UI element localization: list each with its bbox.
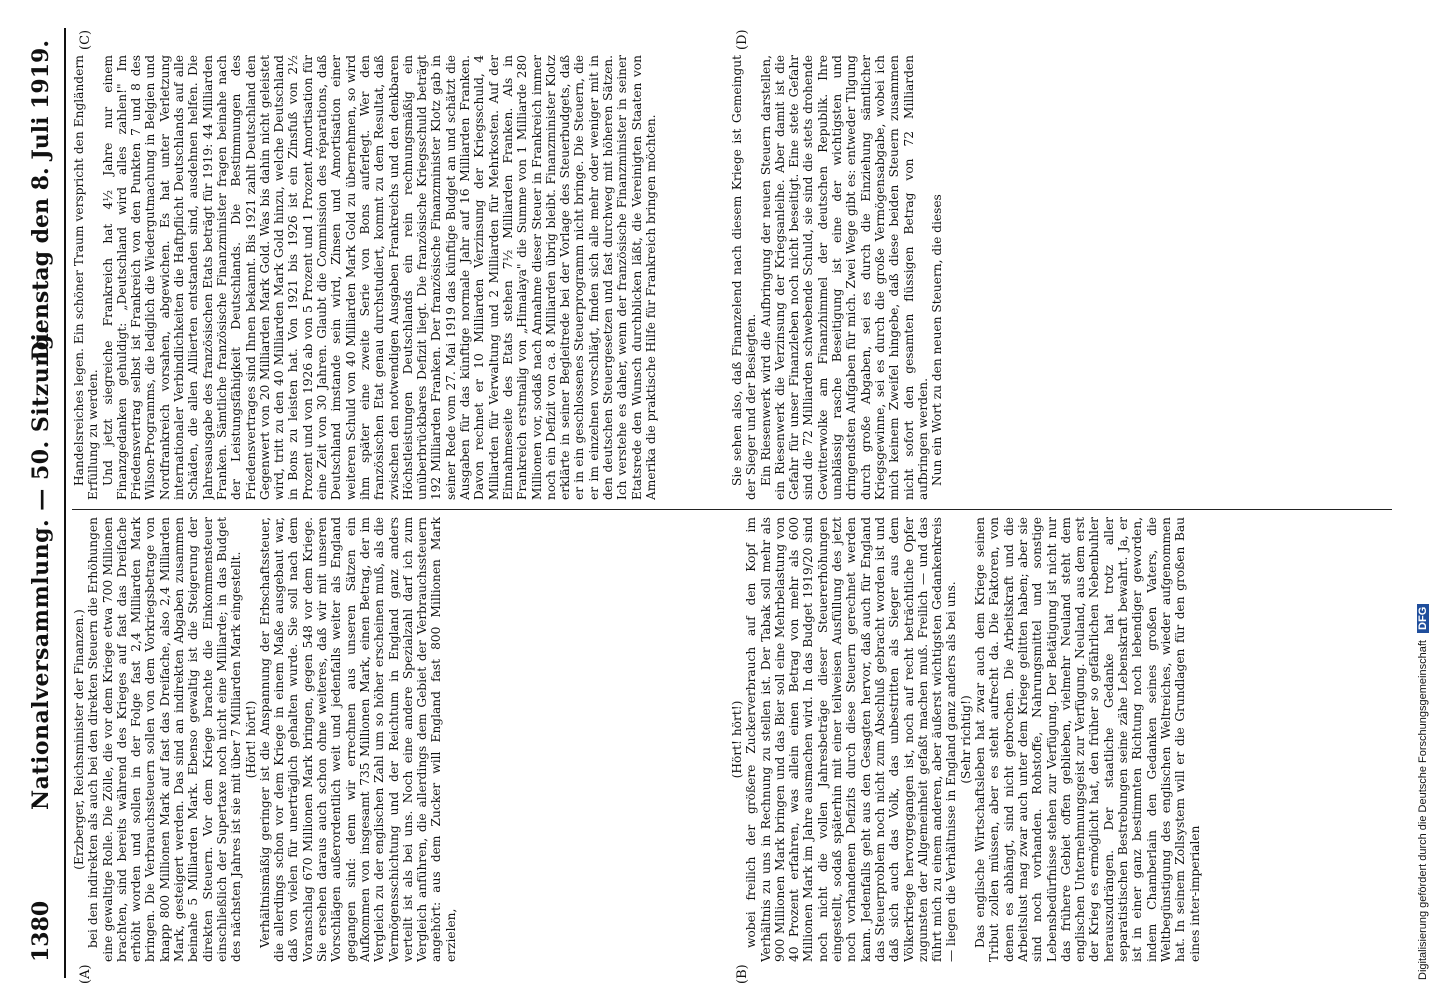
- paragraph: Ein Riesenwerk wird die Aufbringung der neuen Steuern darstellen, ein Riesenwerk die Verzinsung der Kriegsanleihe. Aber damit ist die Gefahr für unser Finanzleben noch nicht beseitigt. Eine stete Gefahr sind die 72 Milliarden schwebende Schuld, sie sind die stets drohende Gewitterwolke am Finanzhimmel der deutschen Republik. Ihre unablässig rasche Beseitigung ist eine der wichtigsten und dringendsten Aufgaben für mich. Zwei Wege gibt es: entweder Tilgung durch große Abgaben, sei es durch die Einziehung sämtlicher Kriegsgewinne, sei es durch die große Vermögensabgabe, wobei ich mich keinem Zweifel hingebe, daß diese beiden Steuern zusammen nicht sofort den gesamten flüssigen Betrag von 72 Milliarden aufbringen werden.: [758, 55, 930, 500]
- right-column-lower: [730, 55, 1390, 500]
- margin-marker-b: (B): [735, 964, 750, 984]
- interjection: (Sehr richtig!): [958, 695, 973, 784]
- paragraph: wobei freilich der größere Zuckerverbrauch auf den Kopf im Verhältnis zu uns in Rechnung zu stellen ist. Der Tabak soll mehr als 900 Millionen Mark bringen und das Bier soll eine Mehrbelastung von 40 Prozent erfahren, was allein einen Betrag von mehr als 600 Millionen Mark im Jahre ausmachen wird. In das Budget 1919/20 sind noch nicht die vollen Jahresbeträge dieser Steuererhöhungen eingestellt, sodaß späterhin mit einer teilweisen Ausfüllung des jetzt noch vorhandenen Defizits durch diese Steuern gerechnet werden kann. Jedenfalls geht aus den Gesagten hervor, daß auch für England das Steuerproblem noch nicht zum Abschluß gebracht worden ist und daß sich auch das Volk, das unbestritten als Sieger aus dem Völkerkriege hervorgegangen ist, noch auf recht beträchtliche Opfer zugunsten der Allgemeinheit gefaßt machen muß. Freilich — und das führt mich zu einem anderen, aber äußerst wichtigsten Gedankenkreis — liegen die Verhältnisse in England ganz anders als bei uns.: [744, 517, 959, 962]
- digitization-text: Digitalisierung gefördert durch die Deutsche Forschungsgemeinschaft: [1417, 640, 1429, 980]
- paragraph: bei den indirekten als auch bei den direkten Steuern die Erhöhungen eine gewaltige Rolle. Die Zölle, die vor dem Kriege etwa 700 Millionen brachten, sind bereits während des Krieges auf fast das Dreifache erhöht worden und sollen in der Folge fast 2,4 Milliarden Mark bringen. Die Verbrauchssteuern sollen von dem Vorkriegsbetrage von knapp 800 Millionen Mark auf fast das Dreifache, also 2,4 Milliarden Mark, gesteigert werden. Das sind an indirekten Abgaben zusammen beinahe 5 Milliarden Mark. Ebenso gewaltig ist die Steigerung der direkten Steuern. Vor dem Kriege brachte die Einkommensteuer einschließlich der Supertaxe noch nicht eine Milliarde; in das Budget des nächsten Jahres ist sie mit über 7 Milliarden Mark eingestellt.: [86, 517, 244, 962]
- paragraph: Handelsreiches legen. Ein schöner Traum verspricht den Engländern Erfüllung zu werden.: [72, 55, 101, 500]
- margin-marker-c: (C): [78, 29, 93, 50]
- paragraph: Nun ein Wort zu den neuen Steuern, die dieses: [930, 194, 945, 486]
- column-divider: [72, 509, 1392, 510]
- paragraph: Sie sehen also, daß Finanzelend nach diesem Kriege ist Gemeingut der Sieger und der Besiegten.: [730, 55, 759, 500]
- interjection: (Hört! hört!): [243, 700, 258, 779]
- page-date: Dienstag den 8. Juli 1919.: [28, 40, 54, 361]
- left-column-lower: [730, 517, 1390, 962]
- page-header: [22, 20, 62, 980]
- dfg-logo: DFG: [1417, 604, 1429, 633]
- paragraph: Das englische Wirtschaftsleben hat zwar auch dem Kriege seinen Tribut zollen müssen, aber es steht aufrecht da. Die Faktoren, von denen es abhängt, sind nicht gebrochen. Die Arbeitskraft und die Arbeitslust mag zwar auch unter dem Kriege gelitten haben; aber sie sind noch vorhanden. Rohstoffe, Nahrungsmittel und sonstige Lebensbedürfnisse stehen zur Verfügung. Der Betätigung ist nicht nur das frühere Gebiet offen geblieben, vielmehr Neuland steht dem englischen Unternehmungsgeist zur Verfügung. Neuland, aus dem erst der Krieg es ermöglicht hat, den früher so gefährlichen Nebenbuhler herauszudrängen. Der staatliche Gedanke hat trotz aller separatistischen Bestrebungen seine zähe Lebenskraft bewahrt. Ja, er ist in einer ganz bestimmten Richtung noch lebendiger geworden, indem Chamberlain den Gedanken seines großen Vaters, die Weltbegünstigung des englischen Weltreiches, wieder aufgenommen hat. In seinem Zollsystem will er die Grundlagen für den großen Bau eines inter-imperialen: [973, 517, 1202, 962]
- paragraph: Und jetzt siegreiche Frankreich hat 4½ Jahre nur einem Finanzgedanken gehuldigt: „Deutschland wird alles zahlen!" Im Friedensvertrag selbst ist Frankreich von den Punkten 7 und 8 des Wilson-Programms, die lediglich die Wiedergutmachung in Belgien und Nordfrankreich vorsahen, abgewichen. Es hat unter Verletzung internationaler Verbindlichkeiten die Haftpflicht Deutschlands auf alle Schäden, die allen Alliierten entstanden sind, ausdehnen helfen. Die Jahresausgabe des französischen Etats beträgt für 1919: 44 Milliarden Franken. Sämtliche französische Finanzminister fragen beinahe nach der Leistungsfähigkeit Deutschlands. Die Bestimmungen des Friedensvertrages sind Ihnen bekannt. Bis 1921 zahlt Deutschland den Gegenwert von 20 Milliarden Mark Gold. Was bis dahin nicht geleistet wird, tritt zu den 40 Milliarden Mark Gold hinzu, welche Deutschland in Bons zu leisten hat. Von 1921 bis 1926 ist ein Zinsfuß von 2½ Prozent und von 1926 ab von 5 Prozent und 1 Prozent Amortisation für eine Zeit von 30 Jahren. Glaubt die Commission des réparations, daß Deutschland imstande sein wird, Zinsen und Amortisation einer weiteren Schuld von 40 Milliarden Mark Gold zu übernehmen, so wird ihm später eine zweite Serie von Bons auferlegt. Wer den französischen Etat genau durchstudiert, kommt zu dem Resultat, daß zwischen den notwendigen Ausgaben Frankreichs und den denkbaren Höchstleistungen Deutschlands ein rein rechnungsmäßig ein unüberbrückbares Defizit liegt. Die französische Kriegsschuld beträgt 192 Milliarden Franken. Der französische Finanzminister Klotz gab in seiner Rede vom 27. Mai 1919 das künftige Budget an und schätzt die Ausgaben für das künftige normale Jahr auf 16 Milliarden Franken. Davon rechnet er 10 Milliarden Verzinsung der Kriegsschuld, 4 Milliarden für Verwaltung und 2 Milliarden für Mehrkosten. Auf der Einnahmeseite des Etats stehen 7½ Milliarden Franken. Als in Frankreich erstmalig von „Himalaya" die Summe von 1 Milliarde 280 Millionen vor, sodaß nach Annahme dieser Steuer in Frankreich immer noch ein Defizit von ca. 8 Milliarden übrig bleibt. Finanzminister Klotz erklärte in seiner Begleitrede bei der Vorlage des Steuerbudgets, daß er in ein geschlossenes Steuerprogramm nicht bringe. Die Steuern, die er im einzelnen vorschlägt, finden sich alle mehr oder weniger mit in den deutschen Steuergesetzen und fast durchweg mit höheren Sätzen. Ich verstehe es daher, wenn der französische Finanzminister in seiner Etatsrede den Wunsch durchblicken läßt, die Vereinigten Staaten von Amerika die praktische Hilfe für Frankreich bringen möchten.: [100, 55, 658, 500]
- margin-marker-d: (D): [735, 29, 750, 50]
- right-column: [72, 55, 727, 500]
- digitization-note: [1417, 604, 1429, 980]
- left-column: [72, 517, 727, 962]
- interjection: (Hört! hört!): [730, 700, 744, 779]
- speaker-note: (Erzberger, Reichsminister der Finanzen.): [72, 609, 86, 870]
- paragraph: Verhältnismäßig geringer ist die Anspannung der Erbschaftssteuer, die allerdings schon vor dem Kriege in einem Maße ausgebaut war, daß von vielen für unerträglich gehalten wurde. Sie soll nach dem Voranschlag 670 Millionen Mark bringen, gegen 548 vor dem Kriege. Sie ersehen daraus auch schon ohne weiteres, daß wir mit unseren Vorschlägen außerordentlich weit und jedenfalls weiter als England gegangen sind: denn wir errechnen aus unseren Sätzen ein Aufkommen von insgesamt 735 Millionen Mark, einen Betrag, der im Vergleich zu der englischen Zahl um so höher erscheinen muß, als die Vermögensschichtung und der Reichtum in England ganz anders verteilt ist als bei uns. Noch eine andere Spezialzahl darf ich zum Vergleich anführen, die allerdings dem Gebiet der Verbrauchssteuern angehört: aus dem Zucker will England fast 800 Millionen Mark erzielen,: [257, 517, 458, 962]
- margin-marker-a: (A): [78, 964, 93, 984]
- page-title: Nationalversammlung. — 50. Sitzung.: [28, 326, 54, 810]
- header-rule: [64, 28, 66, 978]
- page-number: 1380: [28, 900, 54, 962]
